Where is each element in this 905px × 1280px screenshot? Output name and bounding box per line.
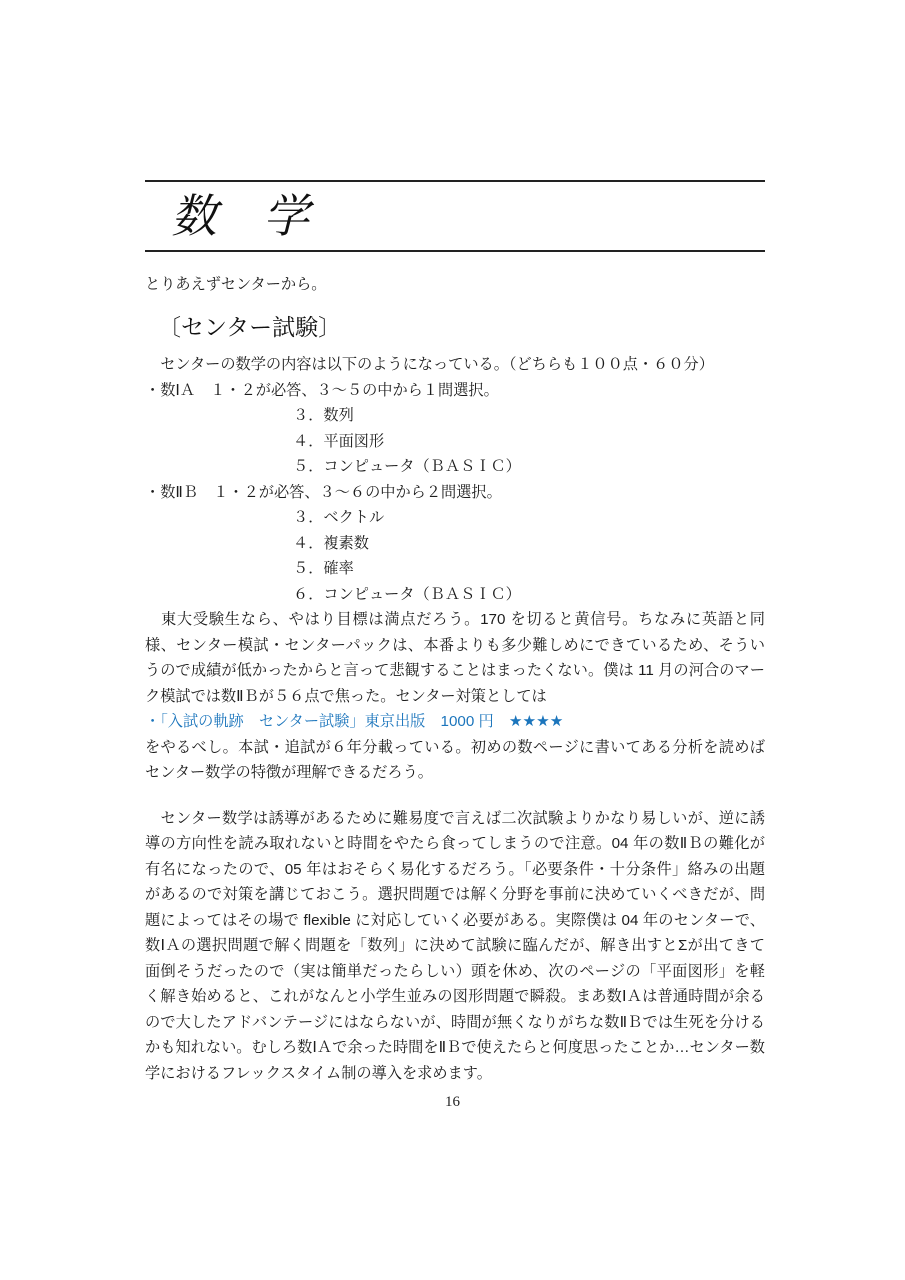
subject-math2b-option-3: ５．確率 — [293, 560, 354, 577]
paragraph-book-note: をやるべし。本試・追試が６年分載っている。初めの数ページに書いてある分析を読めばセンター数学の特徴が理解できるだろう。 — [145, 738, 765, 781]
section-heading: 〔センター試験〕 — [158, 314, 342, 340]
subject-math2b-option-4: ６．コンピュータ（ＢＡＳＩＣ） — [293, 585, 521, 603]
subject-math1a-label: ・数ⅠＡ １・２が必答、３～５の中から１問選択。 — [145, 381, 499, 399]
subject-math1a-option-2: ４．平面図形 — [293, 432, 385, 450]
page-content — [145, 180, 765, 1086]
page-number: 16 — [445, 1094, 460, 1110]
subject-math2b-option-1: ３．ベクトル — [293, 509, 385, 526]
book-recommendation: ・「入試の軌跡 センター試験」東京出版 1000 円 ★★★★ — [145, 713, 564, 730]
subject-math1a-option-1: ３．数列 — [293, 407, 354, 424]
lead-paragraph: センターの数学の内容は以下のようになっている。（どちらも１００点・６０分） — [145, 356, 714, 373]
subject-math2b-option-2: ４．複素数 — [293, 534, 369, 552]
paragraph-strategy: センター数学は誘導があるために難易度で言えば二次試験よりかなり易しいが、逆に誘導の方向性を読み取れないと時間をやたら食ってしまうので注意。04 年の数ⅡＢの難化が有名になったので、05 年はおそらく易化するだろう。「必要条件・十分条件」絡みの出題があるので対策を講じておこう。選択問題では解く分野を事前に決めていくべきだが、問題によってはその場で flexible に対応していく必要がある。実際僕は 04 年のセンターで、数ⅠＡの選択問題で解く問題を「数列」に決めて試験に臨んだが、解き出すとΣが出てきて面倒そうだったので（実は簡単だったらしい）頭を休め、次のページの「平面図形」を軽く解き始めると、これがなんと小学生並みの図形問題で瞬殺。まあ数ⅠＡは普通時間が余るので大したアドバンテージにはならないが、時間が無くなりがちな数ⅡＢでは生死を分けるかも知れない。むしろ数ⅠＡで余った時間をⅡＢで使えたらと何度思ったことか…センター数学におけるフレックスタイム制の導入を求めます。 — [145, 809, 765, 1082]
paragraph-center-advice: 東大受験生なら、やはり目標は満点だろう。170 を切ると黄信号。ちなみに英語と同様、センター模試・センターパックは、本番よりも多少難しめにできているため、そういうので成績が低かったからと言って悲観することはまったくない。僕は 11 月の河合のマーク模試では数ⅡＢが５６点で焦った。センター対策としては — [145, 611, 765, 705]
title-rule-bottom — [145, 250, 765, 252]
intro-text: とりあえずセンターから。 — [145, 276, 327, 293]
subject-math1a-option-3: ５．コンピュータ（ＢＡＳＩＣ） — [293, 458, 521, 475]
subject-math2b-label: ・数ⅡＢ １・２が必答、３～６の中から２問選択。 — [145, 483, 502, 501]
page-title: 数 学 — [171, 189, 309, 243]
